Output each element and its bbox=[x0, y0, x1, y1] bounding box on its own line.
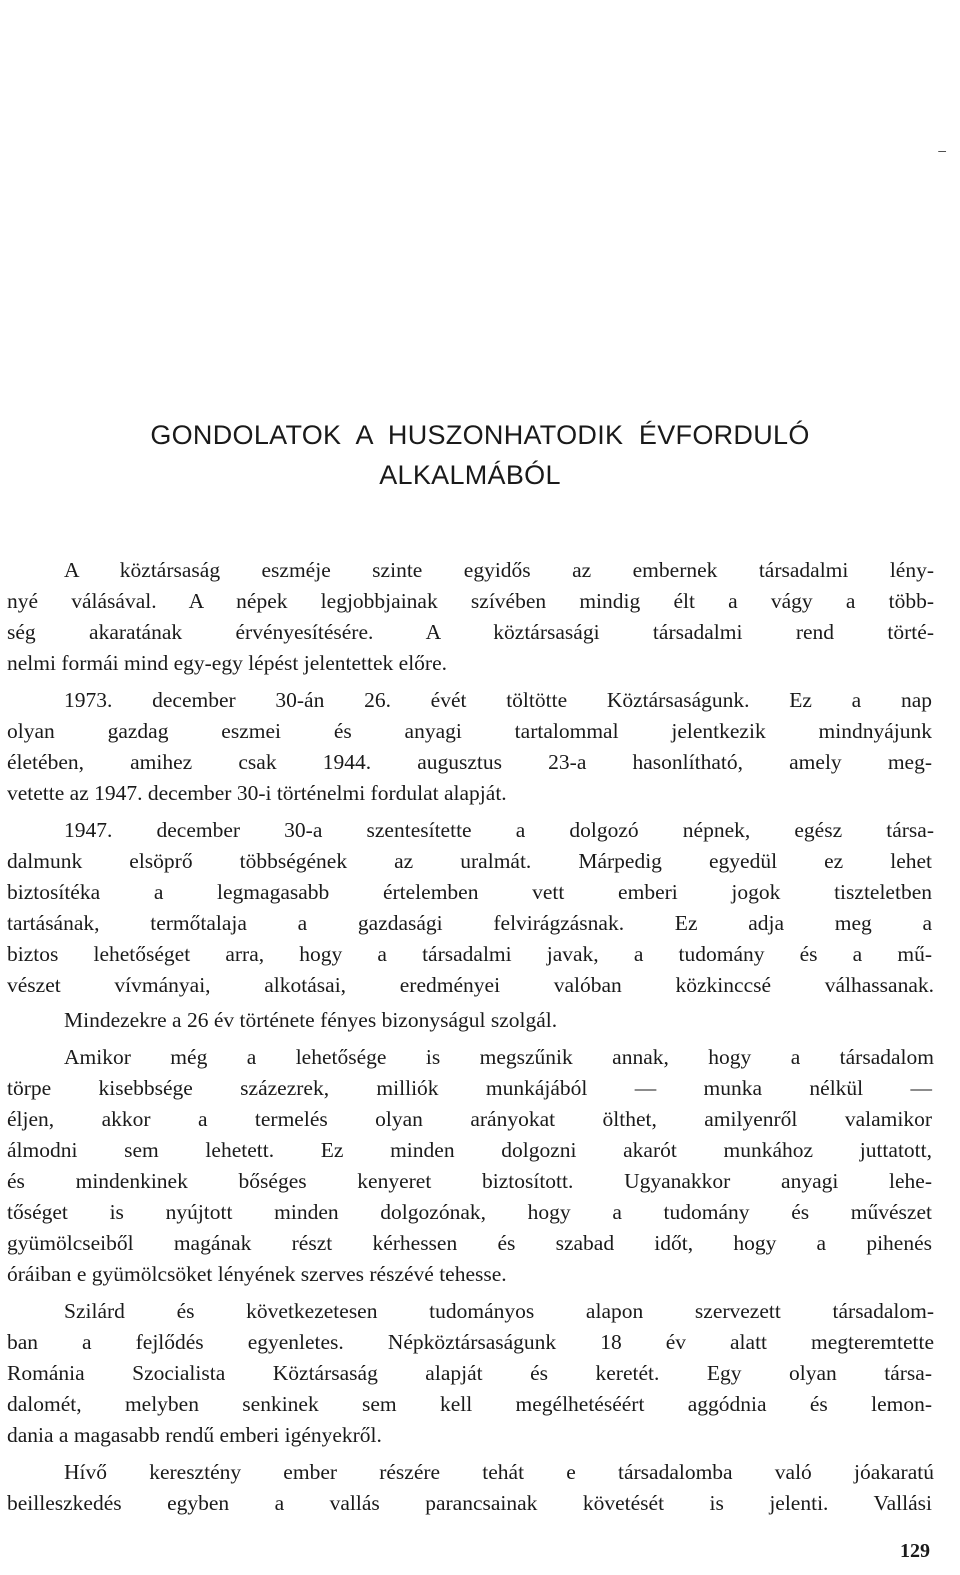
article-title-line-2: ALKALMÁBÓL bbox=[379, 460, 561, 490]
text-line: tartásának, termőtalaja a gazdasági felvirágzásnak. Ez adja meg a bbox=[7, 911, 932, 935]
text-line: dania a magasabb rendű emberi igényekről. bbox=[7, 1423, 382, 1447]
text-line: ban a fejlődés egyenletes. Népköztársaságunk 18 év alatt megteremtette bbox=[7, 1330, 934, 1354]
text-line: törpe kisebbsége százezrek, milliók munkájából — munka nélkül — bbox=[7, 1076, 932, 1100]
text-line: óráiban e gyümölcsöket lényének szerves részévé tehesse. bbox=[7, 1262, 507, 1286]
text-line: és mindenkinek bőséges kenyeret biztosított. Ugyanakkor anyagi lehe- bbox=[7, 1169, 932, 1193]
text-line: tőséget is nyújtott minden dolgozónak, hogy a tudomány és művészet bbox=[7, 1200, 932, 1224]
text-line: beilleszkedés egyben a vallás parancsainak követését is jelenti. Vallási bbox=[7, 1491, 932, 1515]
page-number: 129 bbox=[900, 1540, 930, 1562]
text-line: vetette az 1947. december 30-i történelmi fordulat alapját. bbox=[7, 781, 507, 805]
text-line: olyan gazdag eszmei és anyagi tartalommal jelentkezik mindnyájunk bbox=[7, 719, 932, 743]
text-line: Románia Szocialista Köztársaság alapját és keretét. Egy olyan társa- bbox=[7, 1361, 932, 1385]
text-line: 1973. december 30-án 26. évét töltötte Köztársaságunk. Ez a nap bbox=[64, 688, 932, 712]
text-line: dalomét, melyben senkinek sem kell megélhetéséért aggódnia és lemon- bbox=[7, 1392, 932, 1416]
text-line: éljen, akkor a termelés olyan arányokat ölthet, amilyenről valamikor bbox=[7, 1107, 932, 1131]
text-line: Hívő keresztény ember részére tehát e társadalomba való jóakaratú bbox=[64, 1460, 934, 1484]
text-line: életében, amihez csak 1944. augusztus 23-a hasonlítható, amely meg- bbox=[7, 750, 932, 774]
text-line: nelmi formái mind egy-egy lépést jelentettek előre. bbox=[7, 651, 447, 675]
text-line: nyé válásával. A népek legjobbjainak szívében mindig élt a vágy a több- bbox=[7, 589, 934, 613]
article-title-line-1: GONDOLATOK A HUSZONHATODIK ÉVFORDULÓ bbox=[150, 420, 810, 450]
text-line: gyümölcseiből magának részt kérhessen és szabad időt, hogy a pihenés bbox=[7, 1231, 932, 1255]
text-line: ség akaratának érvényesítésére. A köztársasági társadalmi rend törté- bbox=[7, 620, 934, 644]
text-line: Amikor még a lehetősége is megszűnik annak, hogy a társadalom bbox=[64, 1045, 934, 1069]
text-line: álmodni sem lehetett. Ez minden dolgozni akarót munkához juttatott, bbox=[7, 1138, 932, 1162]
text-line: dalmunk elsöprő többségének az uralmát. Márpedig egyedül ez lehet bbox=[7, 849, 932, 873]
corner-mark: – bbox=[938, 142, 946, 158]
text-line: vészet vívmányai, alkotásai, eredményei valóban közkinccsé válhassanak. bbox=[7, 973, 934, 997]
text-line: biztos lehetőséget arra, hogy a társadalmi javak, a tudomány és a mű- bbox=[7, 942, 932, 966]
text-line: Szilárd és következetesen tudományos alapon szervezett társadalom- bbox=[64, 1299, 934, 1323]
text-line: A köztársaság eszméje szinte egyidős az embernek társadalmi lény- bbox=[64, 558, 934, 582]
text-line: Mindezekre a 26 év története fényes bizonyságul szolgál. bbox=[64, 1008, 558, 1032]
text-line: 1947. december 30-a szentesítette a dolgozó népnek, egész társa- bbox=[64, 818, 934, 842]
text-line: biztosítéka a legmagasabb értelemben vett emberi jogok tiszteletben bbox=[7, 880, 932, 904]
